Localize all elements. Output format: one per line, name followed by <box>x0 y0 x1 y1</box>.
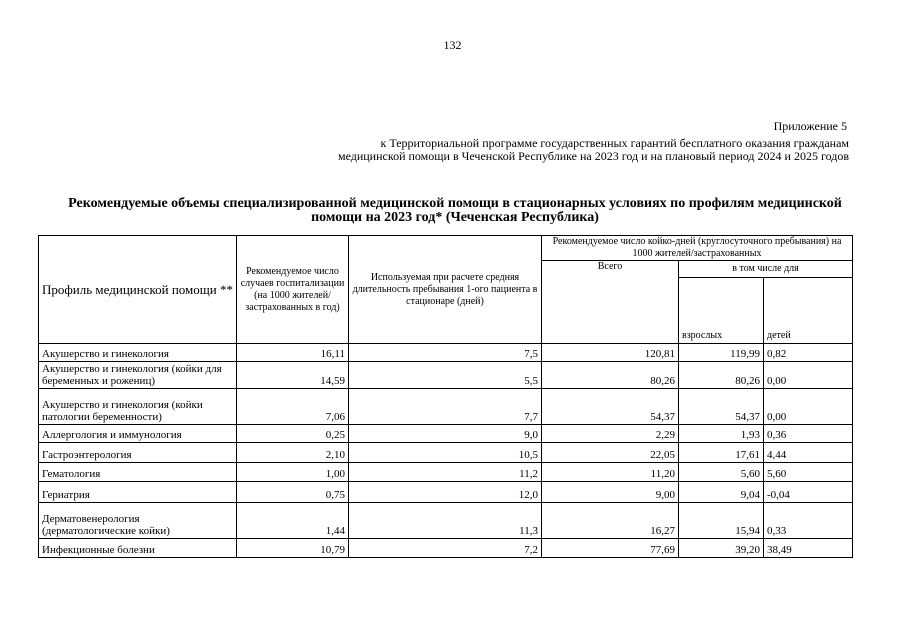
row-total-bed-days: 2,29 <box>542 425 679 443</box>
row-hospitalizations: 1,44 <box>237 503 349 539</box>
table-row <box>39 362 853 389</box>
table-row <box>39 344 853 362</box>
header-including: в том числе для <box>679 261 853 278</box>
row-child-bed-days: 0,00 <box>764 362 853 389</box>
row-profile-name: Инфекционные болезни <box>39 539 237 558</box>
row-adult-bed-days: 15,94 <box>679 503 764 539</box>
row-hospitalizations: 16,11 <box>237 344 349 362</box>
header-adults: взрослых <box>679 278 764 344</box>
table-row <box>39 463 853 482</box>
row-hospitalizations: 0,25 <box>237 425 349 443</box>
table-row <box>39 443 853 463</box>
header-profile: Профиль медицинской помощи ** <box>39 236 237 344</box>
row-avg-stay: 11,2 <box>349 463 542 482</box>
row-adult-bed-days: 39,20 <box>679 539 764 558</box>
row-avg-stay: 5,5 <box>349 362 542 389</box>
table-row <box>39 425 853 443</box>
row-profile-name: Гериатрия <box>39 482 237 503</box>
row-adult-bed-days: 1,93 <box>679 425 764 443</box>
row-adult-bed-days: 5,60 <box>679 463 764 482</box>
row-hospitalizations: 14,59 <box>237 362 349 389</box>
row-avg-stay: 7,5 <box>349 344 542 362</box>
row-child-bed-days: 4,44 <box>764 443 853 463</box>
row-child-bed-days: 5,60 <box>764 463 853 482</box>
header-hospitalizations: Рекомендуемое число случаев госпитализации (на 1000 жителей/ застрахованных в год) <box>237 236 349 344</box>
row-avg-stay: 7,2 <box>349 539 542 558</box>
appendix-label: Приложение 5 <box>773 119 847 133</box>
row-total-bed-days: 80,26 <box>542 362 679 389</box>
row-hospitalizations: 7,06 <box>237 389 349 425</box>
row-total-bed-days: 54,37 <box>542 389 679 425</box>
row-avg-stay: 10,5 <box>349 443 542 463</box>
row-profile-name: Гематология <box>39 463 237 482</box>
header-total: Всего <box>542 261 679 344</box>
row-total-bed-days: 11,20 <box>542 463 679 482</box>
table-row <box>39 539 853 558</box>
row-profile-name: Акушерство и гинекология (койки патологии беременности) <box>39 389 237 425</box>
row-child-bed-days: 0,36 <box>764 425 853 443</box>
row-child-bed-days: 38,49 <box>764 539 853 558</box>
row-profile-name: Гастроэнтерология <box>39 443 237 463</box>
table-body <box>39 344 853 558</box>
table-row <box>39 482 853 503</box>
row-avg-stay: 9,0 <box>349 425 542 443</box>
row-profile-name: Акушерство и гинекология <box>39 344 237 362</box>
row-hospitalizations: 0,75 <box>237 482 349 503</box>
row-hospitalizations: 10,79 <box>237 539 349 558</box>
row-hospitalizations: 1,00 <box>237 463 349 482</box>
row-avg-stay: 7,7 <box>349 389 542 425</box>
row-adult-bed-days: 119,99 <box>679 344 764 362</box>
row-total-bed-days: 120,81 <box>542 344 679 362</box>
page-number: 132 <box>443 38 462 52</box>
row-avg-stay: 12,0 <box>349 482 542 503</box>
header-avg-stay: Используемая при расчете средняя длительность пребывания 1-ого пациента в стационаре (дней) <box>349 236 542 344</box>
row-child-bed-days: 0,82 <box>764 344 853 362</box>
row-total-bed-days: 16,27 <box>542 503 679 539</box>
row-total-bed-days: 77,69 <box>542 539 679 558</box>
row-child-bed-days: 0,33 <box>764 503 853 539</box>
row-profile-name: Акушерство и гинекология (койки для беременных и рожениц) <box>39 362 237 389</box>
appendix-subtitle: к Территориальной программе государственных гарантий бесплатного оказания гражданам медицинской помощи в Чеченской Республике на 2023 год и на плановый период 2024 и 2025 годов <box>337 136 849 163</box>
document-title: Рекомендуемые объемы специализированной медицинской помощи в стационарных условиях по профилям медицинской помощи на 2023 год* (Чеченская Республика) <box>68 196 842 225</box>
volumes-table <box>38 235 853 558</box>
row-profile-name: Дерматовенерология (дерматологические койки) <box>39 503 237 539</box>
table-row <box>39 503 853 539</box>
row-avg-stay: 11,3 <box>349 503 542 539</box>
row-adult-bed-days: 54,37 <box>679 389 764 425</box>
row-total-bed-days: 9,00 <box>542 482 679 503</box>
table-row <box>39 389 853 425</box>
row-total-bed-days: 22,05 <box>542 443 679 463</box>
row-adult-bed-days: 17,61 <box>679 443 764 463</box>
header-children: детей <box>764 278 853 344</box>
row-adult-bed-days: 9,04 <box>679 482 764 503</box>
row-adult-bed-days: 80,26 <box>679 362 764 389</box>
row-hospitalizations: 2,10 <box>237 443 349 463</box>
row-profile-name: Аллергология и иммунология <box>39 425 237 443</box>
row-child-bed-days: -0,04 <box>764 482 853 503</box>
row-child-bed-days: 0,00 <box>764 389 853 425</box>
header-bed-days-group: Рекомендуемое число койко-дней (круглосуточного пребывания) на 1000 жителей/застрахованных <box>542 236 853 261</box>
